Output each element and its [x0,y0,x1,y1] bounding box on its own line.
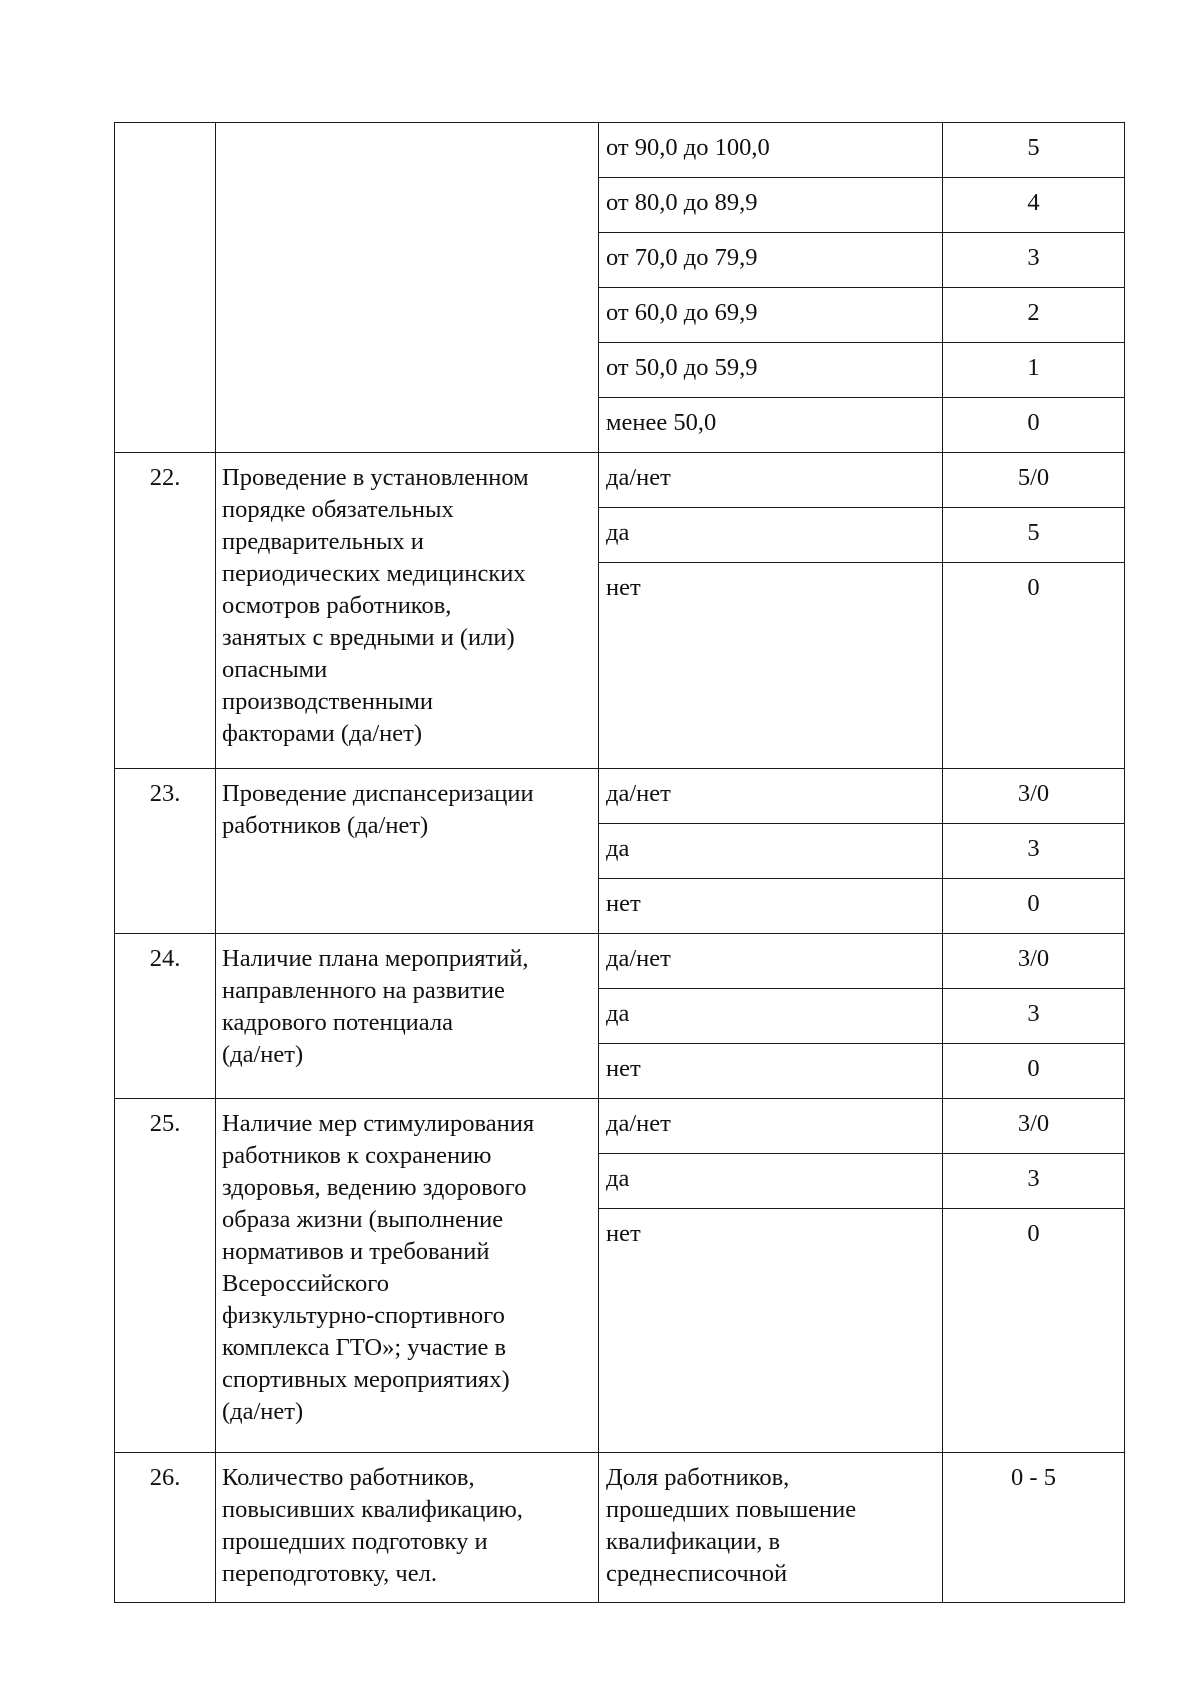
table-row [115,769,1125,824]
table-row [115,934,1125,989]
criterion-cell: да/нет [599,769,943,824]
table-row [115,1099,1125,1154]
score-cell: 3/0 [943,934,1125,989]
criterion-cell: нет [599,563,943,769]
criterion-cell: от 50,0 до 59,9 [599,343,943,398]
item-number: 26. [115,1453,216,1603]
score-cell: 5/0 [943,453,1125,508]
indicator-name: Наличие мер стимулирования работников к сохранению здоровья, ведению здорового образа жизни (выполнение нормативов и требований Всероссийского физкультурно-спортивного комплекса ГТО»; участие в спортивных мероприятиях) (да/нет) [216,1099,599,1453]
score-cell: 5 [943,123,1125,178]
score-cell: 5 [943,508,1125,563]
score-cell: 3 [943,1154,1125,1209]
score-cell: 3 [943,989,1125,1044]
score-cell: 0 [943,879,1125,934]
criterion-cell: да [599,508,943,563]
criteria-table [114,122,1125,1603]
score-cell: 1 [943,343,1125,398]
criterion-cell: да/нет [599,934,943,989]
score-cell: 4 [943,178,1125,233]
item-number: 23. [115,769,216,934]
score-cell: 2 [943,288,1125,343]
criterion-cell: нет [599,1044,943,1099]
score-cell: 3/0 [943,769,1125,824]
criterion-cell: нет [599,879,943,934]
score-cell: 0 [943,398,1125,453]
score-cell: 3 [943,824,1125,879]
indicator-name: Наличие плана мероприятий, направленного на развитие кадрового потенциала (да/нет) [216,934,599,1099]
score-cell: 3 [943,233,1125,288]
criterion-cell: да [599,1154,943,1209]
criterion-cell: да/нет [599,1099,943,1154]
criterion-cell: да/нет [599,453,943,508]
indicator-name: Проведение диспансеризации работников (да/нет) [216,769,599,934]
score-cell: 0 - 5 [943,1453,1125,1603]
table-row [115,453,1125,508]
indicator-name: Количество работников, повысивших квалификацию, прошедших подготовку и переподготовку, чел. [216,1453,599,1603]
table-row [115,123,1125,178]
number-cell [115,123,216,453]
score-cell: 0 [943,1044,1125,1099]
table-row [115,1453,1125,1603]
criterion-cell: да [599,989,943,1044]
criterion-cell: нет [599,1209,943,1453]
item-number: 25. [115,1099,216,1453]
item-number: 22. [115,453,216,769]
criterion-cell: от 70,0 до 79,9 [599,233,943,288]
indicator-name: Проведение в установленном порядке обязательных предварительных и периодических медицинских осмотров работников, занятых с вредными и (или) опасными производственными факторами (да/нет) [216,453,599,769]
criterion-cell: от 60,0 до 69,9 [599,288,943,343]
criterion-cell: от 90,0 до 100,0 [599,123,943,178]
score-cell: 3/0 [943,1099,1125,1154]
criterion-cell: от 80,0 до 89,9 [599,178,943,233]
criterion-cell: Доля работников, прошедших повышение квалификации, в среднесписочной [599,1453,943,1603]
criterion-cell: менее 50,0 [599,398,943,453]
score-cell: 0 [943,1209,1125,1453]
indicator-cell [216,123,599,453]
criterion-cell: да [599,824,943,879]
item-number: 24. [115,934,216,1099]
score-cell: 0 [943,563,1125,769]
